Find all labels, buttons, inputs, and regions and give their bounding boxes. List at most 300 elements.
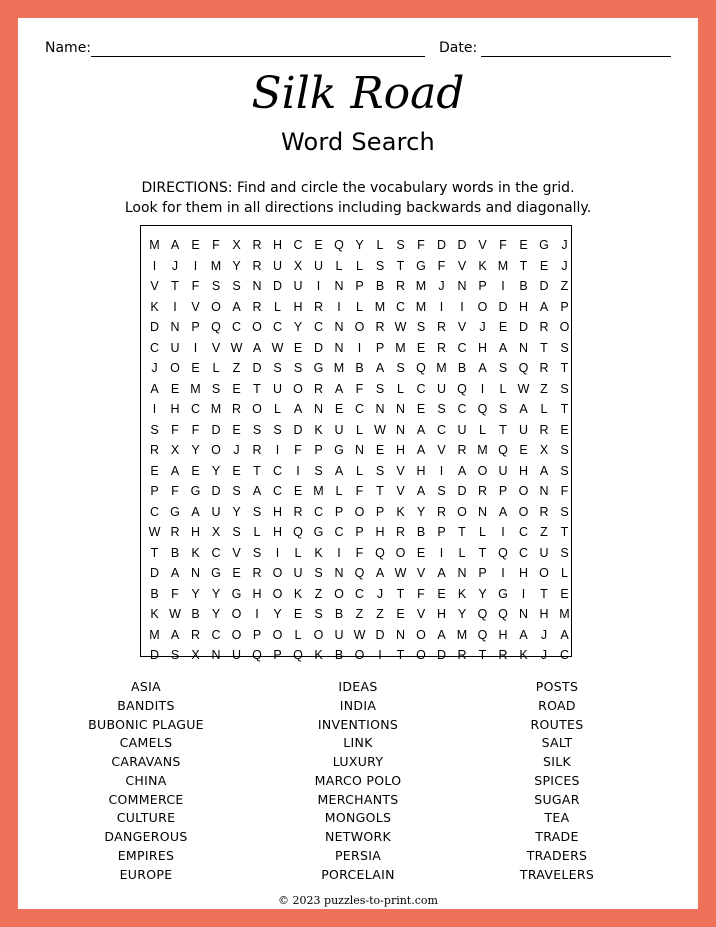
grid-cell[interactable]: O bbox=[477, 463, 488, 478]
grid-cell[interactable]: F bbox=[355, 484, 364, 498]
grid-cell[interactable]: J bbox=[479, 320, 486, 334]
grid-cell[interactable]: H bbox=[518, 299, 529, 314]
grid-cell[interactable]: B bbox=[334, 648, 344, 662]
grid-cell[interactable]: R bbox=[149, 443, 160, 457]
grid-cell[interactable]: O bbox=[293, 381, 303, 396]
grid-cell[interactable]: R bbox=[313, 299, 324, 314]
grid-cell[interactable]: R bbox=[190, 627, 201, 642]
grid-cell[interactable]: I bbox=[439, 299, 444, 314]
grid-cell[interactable]: T bbox=[376, 484, 384, 498]
grid-cell[interactable]: H bbox=[518, 463, 529, 478]
grid-cell[interactable]: P bbox=[355, 525, 364, 539]
grid-cell[interactable]: B bbox=[191, 607, 200, 621]
grid-cell[interactable]: V bbox=[211, 340, 221, 355]
grid-cell[interactable]: F bbox=[191, 279, 200, 293]
grid-cell[interactable]: S bbox=[232, 525, 241, 539]
grid-cell[interactable]: T bbox=[396, 648, 405, 662]
grid-cell[interactable]: R bbox=[539, 320, 549, 334]
grid-cell[interactable]: L bbox=[499, 381, 507, 396]
grid-cell[interactable]: K bbox=[150, 299, 159, 314]
grid-cell[interactable]: T bbox=[150, 545, 159, 560]
grid-cell[interactable]: Y bbox=[211, 607, 221, 621]
grid-cell[interactable]: Q bbox=[498, 443, 508, 457]
grid-cell[interactable]: S bbox=[252, 422, 262, 437]
grid-cell[interactable]: Y bbox=[191, 586, 200, 601]
grid-cell[interactable]: C bbox=[231, 320, 242, 334]
grid-cell[interactable]: N bbox=[211, 648, 221, 662]
grid-cell[interactable]: L bbox=[294, 627, 302, 642]
grid-cell[interactable]: A bbox=[498, 504, 508, 519]
grid-cell[interactable]: C bbox=[354, 402, 365, 416]
grid-cell[interactable]: I bbox=[439, 545, 444, 560]
grid-cell[interactable]: O bbox=[231, 607, 242, 621]
grid-cell[interactable]: R bbox=[231, 402, 242, 416]
grid-cell[interactable]: I bbox=[337, 545, 341, 560]
grid-cell[interactable]: D bbox=[436, 238, 447, 252]
grid-cell[interactable]: N bbox=[354, 443, 365, 457]
grid-cell[interactable]: F bbox=[355, 545, 364, 560]
grid-cell[interactable]: H bbox=[252, 586, 262, 601]
grid-cell[interactable]: P bbox=[314, 443, 323, 457]
grid-cell[interactable]: D bbox=[375, 627, 385, 642]
grid-cell[interactable]: N bbox=[334, 566, 344, 580]
grid-cell[interactable]: P bbox=[355, 279, 364, 293]
grid-cell[interactable]: R bbox=[395, 279, 406, 293]
grid-cell[interactable]: E bbox=[416, 340, 426, 355]
grid-cell[interactable]: K bbox=[314, 648, 323, 662]
grid-cell[interactable]: Q bbox=[354, 566, 365, 580]
grid-cell[interactable]: R bbox=[436, 320, 447, 334]
grid-cell[interactable]: O bbox=[457, 504, 467, 519]
grid-cell[interactable]: S bbox=[437, 484, 446, 498]
grid-cell[interactable]: R bbox=[539, 504, 549, 519]
grid-cell[interactable]: R bbox=[252, 238, 262, 252]
grid-cell[interactable]: C bbox=[395, 299, 406, 314]
grid-cell[interactable]: S bbox=[314, 566, 323, 580]
grid-cell[interactable]: R bbox=[436, 340, 447, 355]
grid-cell[interactable]: I bbox=[501, 279, 505, 293]
grid-cell[interactable]: U bbox=[498, 463, 508, 478]
grid-cell[interactable]: Z bbox=[355, 607, 364, 621]
grid-cell[interactable]: U bbox=[436, 381, 447, 396]
grid-cell[interactable]: Y bbox=[232, 258, 241, 273]
grid-cell[interactable]: Q bbox=[293, 525, 303, 539]
grid-cell[interactable]: A bbox=[416, 484, 426, 498]
grid-cell[interactable]: M bbox=[456, 627, 468, 642]
grid-cell[interactable]: L bbox=[356, 299, 363, 314]
grid-cell[interactable]: S bbox=[293, 361, 303, 375]
grid-cell[interactable]: C bbox=[190, 402, 201, 416]
grid-cell[interactable]: K bbox=[396, 504, 405, 519]
grid-cell[interactable]: U bbox=[334, 627, 344, 642]
grid-cell[interactable]: E bbox=[519, 443, 528, 457]
grid-cell[interactable]: Z bbox=[540, 525, 548, 539]
grid-cell[interactable]: G bbox=[498, 586, 508, 601]
grid-cell[interactable]: M bbox=[313, 484, 324, 498]
grid-cell[interactable]: G bbox=[211, 566, 221, 580]
grid-cell[interactable]: K bbox=[293, 586, 303, 601]
grid-cell[interactable]: S bbox=[314, 607, 323, 621]
grid-cell[interactable]: O bbox=[416, 648, 426, 662]
grid-cell[interactable]: Q bbox=[334, 238, 344, 252]
grid-cell[interactable]: L bbox=[356, 422, 363, 437]
grid-cell[interactable]: U bbox=[518, 422, 529, 437]
grid-cell[interactable]: Z bbox=[376, 607, 384, 621]
grid-cell[interactable]: Q bbox=[477, 627, 488, 642]
grid-cell[interactable]: D bbox=[498, 299, 508, 314]
grid-cell[interactable]: O bbox=[252, 320, 262, 334]
grid-cell[interactable]: K bbox=[478, 258, 487, 273]
grid-cell[interactable]: Q bbox=[477, 607, 488, 621]
grid-cell[interactable]: E bbox=[560, 422, 569, 437]
grid-cell[interactable]: D bbox=[457, 238, 467, 252]
grid-cell[interactable]: K bbox=[519, 648, 528, 662]
grid-cell[interactable]: B bbox=[519, 279, 528, 293]
grid-cell[interactable]: O bbox=[231, 627, 242, 642]
grid-cell[interactable]: A bbox=[375, 566, 385, 580]
grid-cell[interactable]: A bbox=[252, 484, 262, 498]
grid-cell[interactable]: C bbox=[354, 586, 365, 601]
grid-cell[interactable]: E bbox=[170, 381, 180, 396]
grid-cell[interactable]: R bbox=[252, 443, 262, 457]
grid-cell[interactable]: S bbox=[396, 238, 405, 252]
grid-cell[interactable]: S bbox=[273, 422, 282, 437]
grid-cell[interactable]: K bbox=[314, 422, 323, 437]
grid-cell[interactable]: C bbox=[334, 525, 344, 539]
grid-cell[interactable]: G bbox=[313, 361, 324, 375]
grid-cell[interactable]: E bbox=[396, 607, 405, 621]
grid-cell[interactable]: L bbox=[335, 484, 343, 498]
grid-cell[interactable]: I bbox=[296, 463, 300, 478]
grid-cell[interactable]: U bbox=[334, 422, 344, 437]
grid-cell[interactable]: I bbox=[193, 340, 198, 355]
grid-cell[interactable]: L bbox=[294, 545, 302, 560]
grid-cell[interactable]: O bbox=[354, 504, 365, 519]
grid-cell[interactable]: T bbox=[253, 381, 261, 396]
grid-cell[interactable]: K bbox=[150, 607, 159, 621]
grid-cell[interactable]: O bbox=[313, 627, 324, 642]
grid-cell[interactable]: I bbox=[275, 545, 280, 560]
grid-cell[interactable]: E bbox=[232, 566, 241, 580]
grid-cell[interactable]: I bbox=[316, 279, 321, 293]
grid-cell[interactable]: L bbox=[274, 402, 281, 416]
grid-cell[interactable]: A bbox=[457, 463, 467, 478]
grid-cell[interactable]: M bbox=[436, 361, 447, 375]
grid-cell[interactable]: Q bbox=[375, 545, 385, 560]
grid-cell[interactable]: E bbox=[375, 443, 385, 457]
grid-cell[interactable]: N bbox=[252, 279, 262, 293]
grid-cell[interactable]: A bbox=[293, 402, 303, 416]
grid-cell[interactable]: H bbox=[272, 238, 283, 252]
grid-cell[interactable]: F bbox=[417, 586, 425, 601]
grid-cell[interactable]: R bbox=[457, 648, 467, 662]
grid-cell[interactable]: J bbox=[171, 258, 179, 273]
grid-cell[interactable]: X bbox=[539, 443, 549, 457]
grid-cell[interactable]: N bbox=[518, 340, 529, 355]
grid-cell[interactable]: M bbox=[149, 627, 160, 642]
grid-cell[interactable]: S bbox=[396, 361, 405, 375]
grid-cell[interactable]: F bbox=[171, 484, 179, 498]
grid-cell[interactable]: T bbox=[396, 586, 405, 601]
grid-cell[interactable]: N bbox=[539, 484, 549, 498]
grid-cell[interactable]: H bbox=[539, 607, 549, 621]
grid-cell[interactable]: H bbox=[272, 525, 283, 539]
grid-cell[interactable]: T bbox=[478, 545, 487, 560]
grid-cell[interactable]: G bbox=[334, 443, 344, 457]
grid-cell[interactable]: E bbox=[314, 238, 323, 252]
grid-cell[interactable]: H bbox=[498, 627, 508, 642]
grid-cell[interactable]: F bbox=[212, 238, 220, 252]
grid-cell[interactable]: Y bbox=[478, 586, 487, 601]
grid-cell[interactable]: A bbox=[416, 443, 426, 457]
grid-cell[interactable]: W bbox=[230, 340, 243, 355]
grid-cell[interactable]: A bbox=[334, 381, 344, 396]
grid-cell[interactable]: V bbox=[191, 299, 200, 314]
grid-cell[interactable]: N bbox=[457, 566, 467, 580]
grid-cell[interactable]: R bbox=[252, 299, 262, 314]
grid-cell[interactable]: K bbox=[191, 545, 200, 560]
grid-cell[interactable]: A bbox=[437, 566, 446, 580]
grid-cell[interactable]: E bbox=[437, 586, 446, 601]
grid-cell[interactable]: I bbox=[460, 299, 464, 314]
grid-cell[interactable]: F bbox=[171, 422, 179, 437]
grid-cell[interactable]: B bbox=[416, 525, 426, 539]
grid-cell[interactable]: Z bbox=[232, 361, 241, 375]
grid-cell[interactable]: W bbox=[517, 381, 530, 396]
grid-cell[interactable]: Q bbox=[498, 545, 508, 560]
grid-cell[interactable]: K bbox=[314, 545, 323, 560]
grid-cell[interactable]: L bbox=[274, 299, 281, 314]
grid-cell[interactable]: J bbox=[376, 586, 384, 601]
grid-cell[interactable]: G bbox=[539, 238, 549, 252]
grid-cell[interactable]: M bbox=[210, 402, 222, 416]
grid-cell[interactable]: G bbox=[416, 258, 426, 273]
grid-cell[interactable]: T bbox=[519, 258, 528, 273]
grid-cell[interactable]: S bbox=[560, 545, 569, 560]
grid-cell[interactable]: B bbox=[355, 361, 364, 375]
grid-cell[interactable]: D bbox=[211, 484, 221, 498]
grid-cell[interactable]: S bbox=[211, 381, 221, 396]
grid-cell[interactable]: O bbox=[539, 566, 549, 580]
grid-cell[interactable]: D bbox=[252, 361, 262, 375]
grid-cell[interactable]: G bbox=[231, 586, 242, 601]
grid-cell[interactable]: M bbox=[477, 443, 488, 457]
grid-cell[interactable]: L bbox=[356, 463, 363, 478]
grid-cell[interactable]: A bbox=[334, 463, 344, 478]
grid-cell[interactable]: P bbox=[560, 299, 569, 314]
grid-cell[interactable]: C bbox=[313, 320, 324, 334]
grid-cell[interactable]: U bbox=[293, 566, 303, 580]
grid-cell[interactable]: C bbox=[211, 545, 221, 560]
grid-cell[interactable]: J bbox=[233, 443, 240, 457]
grid-cell[interactable]: U bbox=[231, 648, 242, 662]
grid-cell[interactable]: A bbox=[498, 340, 508, 355]
grid-cell[interactable]: V bbox=[396, 484, 405, 498]
grid-cell[interactable]: H bbox=[272, 504, 283, 519]
grid-cell[interactable]: H bbox=[170, 402, 180, 416]
grid-cell[interactable]: B bbox=[334, 607, 344, 621]
grid-cell[interactable]: M bbox=[374, 299, 386, 314]
grid-cell[interactable]: W bbox=[271, 340, 284, 355]
grid-cell[interactable]: H bbox=[518, 566, 529, 580]
grid-cell[interactable]: D bbox=[293, 422, 303, 437]
grid-cell[interactable]: J bbox=[438, 279, 445, 293]
grid-cell[interactable]: O bbox=[272, 566, 283, 580]
grid-cell[interactable]: P bbox=[478, 566, 487, 580]
grid-cell[interactable]: K bbox=[457, 586, 467, 601]
grid-cell[interactable]: D bbox=[436, 648, 447, 662]
grid-cell[interactable]: T bbox=[396, 258, 405, 273]
grid-cell[interactable]: T bbox=[540, 340, 548, 355]
grid-cell[interactable]: D bbox=[149, 566, 160, 580]
grid-cell[interactable]: A bbox=[519, 627, 528, 642]
grid-cell[interactable]: T bbox=[458, 525, 466, 539]
grid-cell[interactable]: Q bbox=[416, 361, 426, 375]
grid-cell[interactable]: A bbox=[191, 504, 200, 519]
grid-cell[interactable]: N bbox=[334, 320, 344, 334]
grid-cell[interactable]: D bbox=[272, 279, 283, 293]
grid-cell[interactable]: A bbox=[375, 361, 385, 375]
grid-cell[interactable]: Y bbox=[416, 504, 426, 519]
grid-cell[interactable]: W bbox=[353, 627, 366, 642]
grid-cell[interactable]: N bbox=[170, 320, 180, 334]
grid-cell[interactable]: I bbox=[173, 299, 177, 314]
grid-cell[interactable]: A bbox=[519, 402, 528, 416]
grid-cell[interactable]: B bbox=[457, 361, 467, 375]
grid-cell[interactable]: D bbox=[149, 648, 160, 662]
grid-cell[interactable]: I bbox=[521, 586, 526, 601]
grid-cell[interactable]: W bbox=[169, 607, 181, 621]
grid-cell[interactable]: I bbox=[337, 299, 341, 314]
grid-cell[interactable]: B bbox=[170, 545, 180, 560]
grid-cell[interactable]: G bbox=[313, 525, 324, 539]
grid-cell[interactable]: S bbox=[150, 422, 159, 437]
grid-cell[interactable]: R bbox=[313, 381, 324, 396]
grid-cell[interactable]: Q bbox=[518, 361, 529, 375]
grid-cell[interactable]: Q bbox=[477, 402, 488, 416]
grid-cell[interactable]: F bbox=[417, 238, 425, 252]
grid-cell[interactable]: S bbox=[437, 402, 446, 416]
grid-cell[interactable]: U bbox=[293, 279, 303, 293]
grid-cell[interactable]: R bbox=[539, 361, 549, 375]
grid-cell[interactable]: V bbox=[150, 279, 159, 293]
grid-cell[interactable]: S bbox=[416, 320, 426, 334]
grid-cell[interactable]: T bbox=[171, 279, 179, 293]
grid-cell[interactable]: U bbox=[211, 504, 221, 519]
grid-cell[interactable]: A bbox=[416, 422, 426, 437]
grid-cell[interactable]: S bbox=[560, 381, 569, 396]
grid-cell[interactable]: C bbox=[457, 402, 467, 416]
grid-cell[interactable]: R bbox=[457, 443, 467, 457]
grid-cell[interactable]: S bbox=[498, 402, 508, 416]
grid-cell[interactable]: U bbox=[457, 422, 467, 437]
grid-cell[interactable]: S bbox=[375, 463, 385, 478]
grid-cell[interactable]: F bbox=[355, 381, 364, 396]
grid-cell[interactable]: W bbox=[394, 320, 407, 334]
grid-cell[interactable]: G bbox=[170, 504, 180, 519]
grid-cell[interactable]: X bbox=[170, 443, 180, 457]
grid-cell[interactable]: A bbox=[170, 566, 180, 580]
grid-cell[interactable]: L bbox=[253, 525, 261, 539]
grid-cell[interactable]: C bbox=[272, 463, 283, 478]
grid-cell[interactable]: C bbox=[293, 238, 303, 252]
grid-cell[interactable]: T bbox=[560, 361, 569, 375]
grid-cell[interactable]: L bbox=[479, 525, 486, 539]
grid-cell[interactable]: R bbox=[170, 525, 180, 539]
grid-cell[interactable]: I bbox=[275, 443, 280, 457]
grid-cell[interactable]: C bbox=[149, 504, 160, 519]
grid-cell[interactable]: M bbox=[190, 381, 201, 396]
grid-cell[interactable]: O bbox=[211, 299, 221, 314]
grid-cell[interactable]: M bbox=[149, 238, 160, 252]
grid-cell[interactable]: D bbox=[539, 279, 549, 293]
grid-cell[interactable]: F bbox=[171, 586, 179, 601]
grid-cell[interactable]: P bbox=[375, 340, 385, 355]
grid-cell[interactable]: M bbox=[497, 258, 509, 273]
grid-cell[interactable]: O bbox=[170, 361, 180, 375]
grid-cell[interactable]: S bbox=[375, 381, 385, 396]
grid-cell[interactable]: C bbox=[211, 627, 221, 642]
grid-cell[interactable]: M bbox=[415, 299, 427, 314]
grid-cell[interactable]: I bbox=[501, 525, 505, 539]
grid-cell[interactable]: S bbox=[560, 340, 569, 355]
grid-cell[interactable]: J bbox=[561, 238, 568, 252]
grid-cell[interactable]: O bbox=[416, 627, 426, 642]
grid-cell[interactable]: A bbox=[539, 299, 549, 314]
grid-cell[interactable]: D bbox=[211, 422, 221, 437]
grid-cell[interactable]: N bbox=[518, 607, 529, 621]
grid-cell[interactable]: Z bbox=[560, 279, 569, 293]
grid-cell[interactable]: R bbox=[477, 484, 488, 498]
grid-cell[interactable]: A bbox=[170, 238, 180, 252]
grid-cell[interactable]: O bbox=[252, 402, 262, 416]
grid-cell[interactable]: C bbox=[272, 320, 283, 334]
grid-cell[interactable]: T bbox=[478, 648, 487, 662]
grid-cell[interactable]: E bbox=[293, 607, 303, 621]
grid-cell[interactable]: C bbox=[518, 545, 529, 560]
grid-cell[interactable]: E bbox=[416, 402, 426, 416]
grid-cell[interactable]: L bbox=[540, 402, 548, 416]
grid-cell[interactable]: A bbox=[150, 381, 159, 396]
grid-cell[interactable]: U bbox=[539, 545, 549, 560]
grid-cell[interactable]: N bbox=[334, 279, 344, 293]
grid-cell[interactable]: Y bbox=[293, 320, 303, 334]
grid-cell[interactable]: N bbox=[395, 422, 406, 437]
grid-cell[interactable]: A bbox=[437, 627, 446, 642]
grid-cell[interactable]: O bbox=[518, 504, 529, 519]
grid-cell[interactable]: Q bbox=[457, 381, 467, 396]
grid-cell[interactable]: P bbox=[252, 627, 262, 642]
grid-cell[interactable]: M bbox=[210, 258, 222, 273]
grid-cell[interactable]: O bbox=[272, 586, 283, 601]
grid-cell[interactable]: X bbox=[191, 648, 200, 662]
grid-cell[interactable]: J bbox=[151, 361, 158, 375]
grid-cell[interactable]: L bbox=[458, 545, 466, 560]
grid-cell[interactable]: H bbox=[293, 299, 303, 314]
grid-cell[interactable]: X bbox=[211, 525, 221, 539]
grid-cell[interactable]: E bbox=[416, 545, 426, 560]
grid-cell[interactable]: C bbox=[436, 422, 447, 437]
grid-cell[interactable]: X bbox=[232, 238, 241, 252]
grid-cell[interactable]: L bbox=[356, 258, 363, 273]
grid-cell[interactable]: V bbox=[416, 607, 426, 621]
grid-cell[interactable]: S bbox=[560, 463, 569, 478]
grid-cell[interactable]: A bbox=[170, 627, 180, 642]
grid-cell[interactable]: C bbox=[559, 648, 570, 662]
grid-cell[interactable]: Y bbox=[211, 463, 221, 478]
grid-cell[interactable]: E bbox=[191, 238, 200, 252]
grid-cell[interactable]: E bbox=[293, 484, 303, 498]
